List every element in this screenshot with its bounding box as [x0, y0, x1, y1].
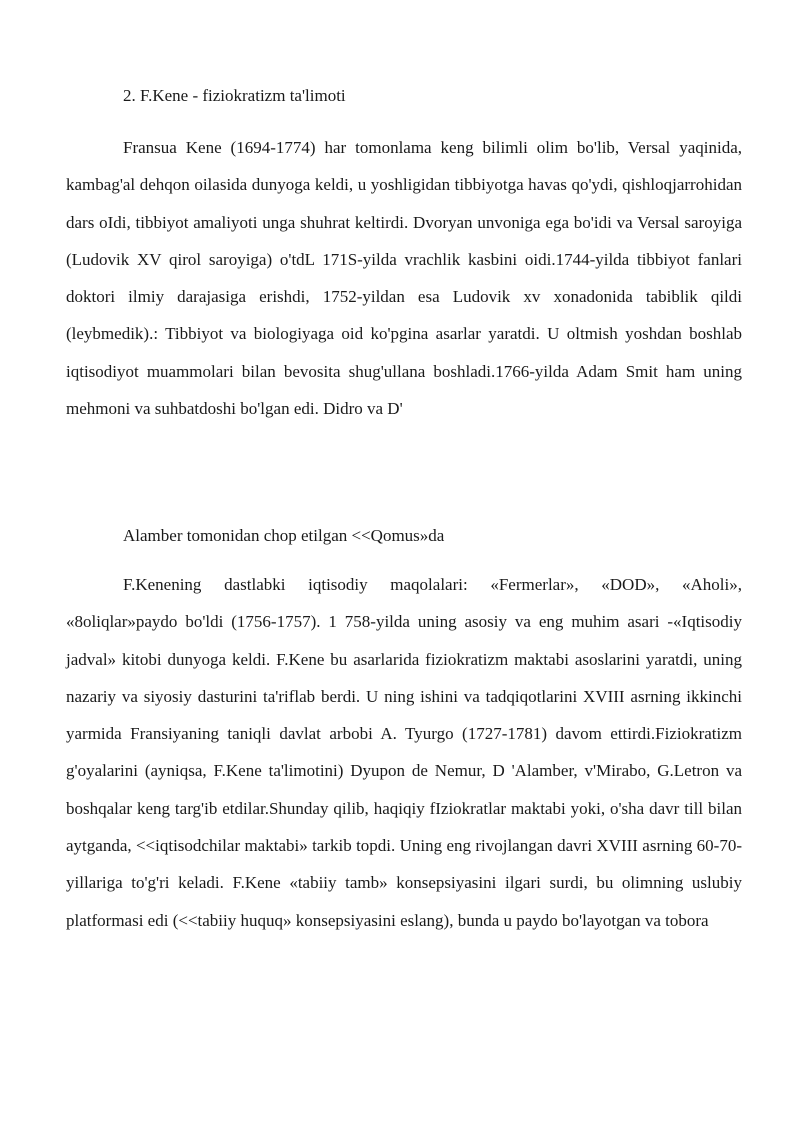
paragraph-qomus: Alamber tomonidan chop etilgan <<Qomus»da — [123, 526, 445, 545]
paragraph-works: F.Kenening dastlabki iqtisodiy maqolalari: «Fermerlar», «DOD», «Aholi», «8oliqlar»paydo bo'ldi (1756-1757). 1 758-yilda uning asosiy va eng muhim asari -«Iqtisodiy jadval» kitobi dunyoga keldi. F.Kene bu asarlarida fiziokratizm maktabi asoslarini yaratdi, uning nazariy va siyosiy dasturini ta'riflab berdi. U ning ishini va tadqiqotlarini XVIII asrning ikkinchi yarmida Fransiyaning taniqli davlat arbobi A. Tyurgo (1727-1781) davom ettirdi.Fiziokratizm g'oyalarini (ayniqsa, F.Kene ta'limotini) Dyupon de Nemur, D 'Alamber, v'Mirabo, G.Letron va boshqalar keng targ'ib etdilar.Shunday qilib, haqiqiy fIziokratlar maktabi yoki, o'sha davr till bilan aytganda, <<iqtisodchilar maktabi» tarkib topdi. Uning eng rivojlangan davri XVIII asrning 60-70-yillariga to'g'ri keladi. F.Kene «tabiiy tamb» konsepsiyasini ilgari surdi, bu olimning uslubiy platformasi edi (<<tabiiy huquq» konsepsiyasini eslang), bunda u paydo bo'layotgan va tobora — [66, 575, 742, 930]
paragraph-biography: Fransua Kene (1694-1774) har tomonlama keng bilimli olim bo'lib, Versal yaqinida, kambag'al dehqon oilasida dunyoga keldi, u yoshligidan tibbiyotga havas qo'ydi, qishloqjarrohidan dars oIdi, tibbiyot amaliyoti unga shuhrat keltirdi. Dvoryan unvoniga ega bo'idi va Versal saroyiga (Ludovik XV qirol saroyiga) o'tdL 171S-yilda vrachlik kasbini oidi.1744-yilda tibbiyot fanlari doktori ilmiy darajasiga erishdi, 1752-yildan esa Ludovik xv xonadonida tabiblik qildi (leybmedik).: Tibbiyot va biologiyaga oid ko'pgina asarlar yaratdi. U oltmish yoshdan boshlab iqtisodiyot muammolari bilan bevosita shug'ullana boshladi.1766-yilda Adam Smit ham uning mehmoni va suhbatdoshi bo'lgan edi. Didro va D' — [66, 138, 742, 419]
section-heading: 2. F.Kene - fiziokratizm ta'limoti — [123, 86, 346, 105]
